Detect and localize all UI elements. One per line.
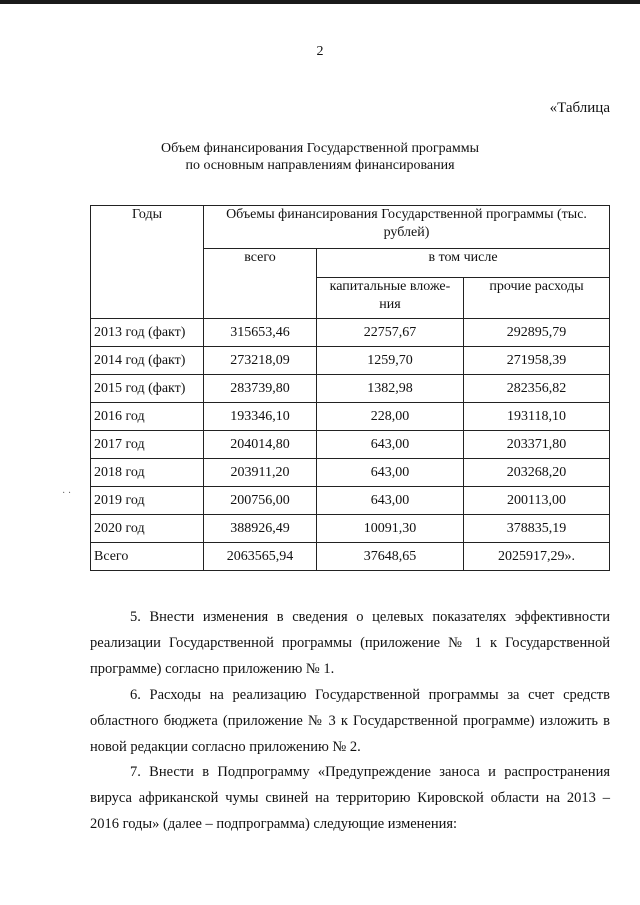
cell-capital: 22757,67: [317, 319, 464, 347]
heading-line-1: Объем финансирования Государственной программы: [160, 141, 480, 156]
cell-other: 203268,20: [464, 459, 610, 487]
header-other: прочие расходы: [464, 278, 610, 319]
table-label: «Таблица: [549, 100, 610, 116]
cell-total: 315653,46: [204, 319, 317, 347]
table-row: [91, 515, 610, 543]
cell-other: 271958,39: [464, 347, 610, 375]
table-row: [91, 459, 610, 487]
cell-other: 200113,00: [464, 487, 610, 515]
cell-capital: 37648,65: [317, 543, 464, 571]
cell-other: 203371,80: [464, 431, 610, 459]
header-volumes: Объемы финансирования Государственной программы (тыс. рублей): [204, 206, 610, 249]
table-row: [91, 319, 610, 347]
cell-capital: 1382,98: [317, 375, 464, 403]
cell-other: 282356,82: [464, 375, 610, 403]
cell-year: 2020 год: [91, 515, 204, 543]
table-row: [91, 403, 610, 431]
cell-other: 2025917,29».: [464, 543, 610, 571]
cell-capital: 643,00: [317, 487, 464, 515]
cell-total: 203911,20: [204, 459, 317, 487]
table-row-total: [91, 543, 610, 571]
cell-total: 388926,49: [204, 515, 317, 543]
header-total: всего: [204, 249, 317, 319]
cell-year: 2017 год: [91, 431, 204, 459]
cell-year: Всего: [91, 543, 204, 571]
cell-total: 193346,10: [204, 403, 317, 431]
header-including: в том числе: [317, 249, 610, 278]
cell-year: 2019 год: [91, 487, 204, 515]
cell-total: 200756,00: [204, 487, 317, 515]
cell-other: 193118,10: [464, 403, 610, 431]
cell-capital: 643,00: [317, 459, 464, 487]
cell-capital: 643,00: [317, 431, 464, 459]
page-number: 2: [316, 44, 324, 59]
cell-year: 2013 год (факт): [91, 319, 204, 347]
cell-capital: 1259,70: [317, 347, 464, 375]
cell-year: 2015 год (факт): [91, 375, 204, 403]
table-row: [91, 347, 610, 375]
cell-other: 378835,19: [464, 515, 610, 543]
table-row: [91, 431, 610, 459]
cell-total: 204014,80: [204, 431, 317, 459]
paragraph-5: 5. Внести изменения в сведения о целевых показателях эффективности реализации Государственной программы (приложение № 1 к Государственной программе) согласно приложению № 1.: [90, 609, 610, 677]
header-years: Годы: [91, 206, 204, 319]
paragraph-7: 7. Внести в Подпрограмму «Предупреждение заноса и распространения вируса африканской чумы свиней на территорию Кировской области на 2013 – 2016 годы» (далее – подпрограмма) следующие изменения:: [90, 764, 610, 832]
paragraph-6: 6. Расходы на реализацию Государственной программы за счет средств областного бюджета (приложение № 3 к Государственной программе) изложить в новой редакции согласно приложению № 2.: [90, 687, 610, 755]
scan-speck: · ·: [62, 488, 72, 499]
heading-line-2: по основным направлениям финансирования: [185, 158, 455, 173]
cell-capital: 10091,30: [317, 515, 464, 543]
cell-year: 2018 год: [91, 459, 204, 487]
cell-other: 292895,79: [464, 319, 610, 347]
header-capital: капитальные вложе-ния: [317, 278, 464, 319]
cell-year: 2014 год (факт): [91, 347, 204, 375]
cell-year: 2016 год: [91, 403, 204, 431]
table-row: [91, 375, 610, 403]
cell-capital: 228,00: [317, 403, 464, 431]
financing-table: [90, 205, 610, 571]
table-row: [91, 487, 610, 515]
table-heading: [0, 140, 640, 174]
cell-total: 2063565,94: [204, 543, 317, 571]
scan-top-edge: [0, 0, 640, 4]
cell-total: 283739,80: [204, 375, 317, 403]
cell-total: 273218,09: [204, 347, 317, 375]
